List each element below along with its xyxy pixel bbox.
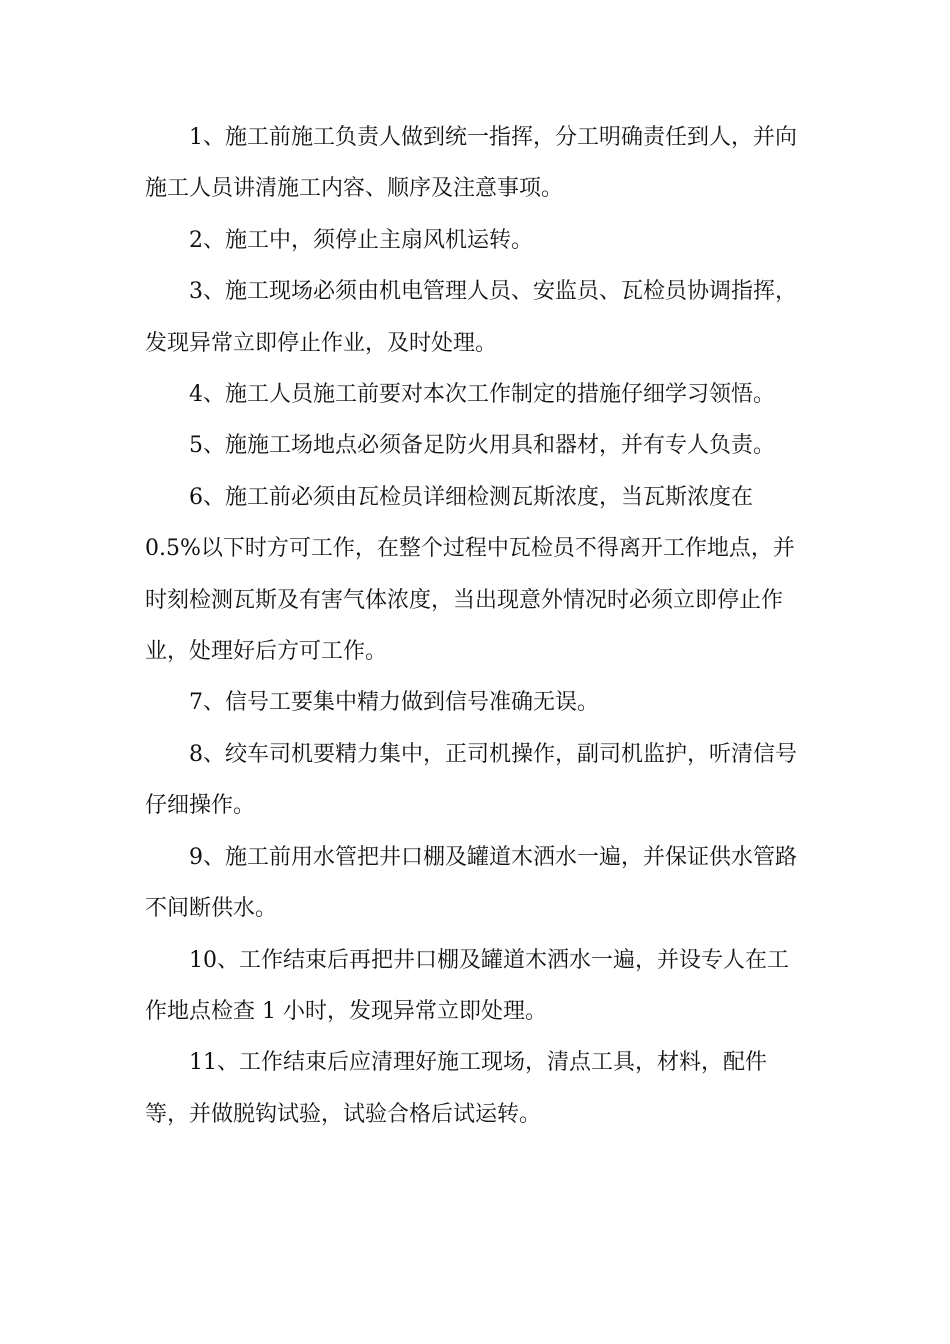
text-line: 不间断供水。 (145, 896, 278, 922)
text-line: 11、工作结束后应清理好施工现场，清点工具，材料，配件 (189, 1050, 767, 1076)
text-line: 等，并做脱钩试验，试验合格后试运转。 (145, 1101, 542, 1127)
text-line: 发现异常立即停止作业，及时处理。 (145, 330, 498, 356)
text-line: 10、工作结束后再把井口棚及罐道木洒水一遍，并设专人在工 (189, 947, 789, 973)
text-line: 4、施工人员施工前要对本次工作制定的措施仔细学习领悟。 (189, 382, 775, 408)
list-item (145, 266, 810, 369)
text-line: 时刻检测瓦斯及有害气体浓度，当出现意外情况时必须立即停止作 (145, 587, 784, 613)
text-line: 施工人员讲清施工内容、顺序及注意事项。 (145, 176, 564, 202)
text-line: 作地点检查 1 小时，发现异常立即处理。 (145, 998, 547, 1024)
text-line: 1、施工前施工负责人做到统一指挥，分工明确责任到人，并向 (189, 125, 797, 150)
text-line: 仔细操作。 (145, 793, 256, 819)
text-line: 3、施工现场必须由机电管理人员、安监员、瓦检员协调指挥， (189, 279, 797, 305)
text-line: 8、绞车司机要精力集中，正司机操作，副司机监护，听清信号 (189, 741, 797, 767)
list-item (145, 420, 810, 471)
text-line: 业，处理好后方可工作。 (145, 639, 388, 665)
text-line: 5、施施工场地点必须备足防火用具和器材，并有专人负责。 (189, 433, 775, 459)
list-item (145, 112, 810, 215)
list-item (145, 1037, 810, 1140)
document-body (145, 112, 810, 1140)
text-line: 0.5%以下时方可工作，在整个过程中瓦检员不得离开工作地点，并 (145, 536, 795, 562)
text-line: 9、施工前用水管把井口棚及罐道木洒水一遍，并保证供水管路 (189, 844, 797, 870)
list-item (145, 369, 810, 420)
text-line: 6、施工前必须由瓦检员详细检测瓦斯浓度，当瓦斯浓度在 (189, 484, 753, 510)
list-item (145, 832, 810, 935)
list-item (145, 935, 810, 1038)
text-line: 2、施工中，须停止主扇风机运转。 (189, 227, 533, 253)
list-item (145, 472, 810, 678)
list-item (145, 729, 810, 832)
text-line: 7、信号工要集中精力做到信号准确无误。 (189, 690, 599, 716)
list-item (145, 677, 810, 728)
list-item (145, 215, 810, 266)
